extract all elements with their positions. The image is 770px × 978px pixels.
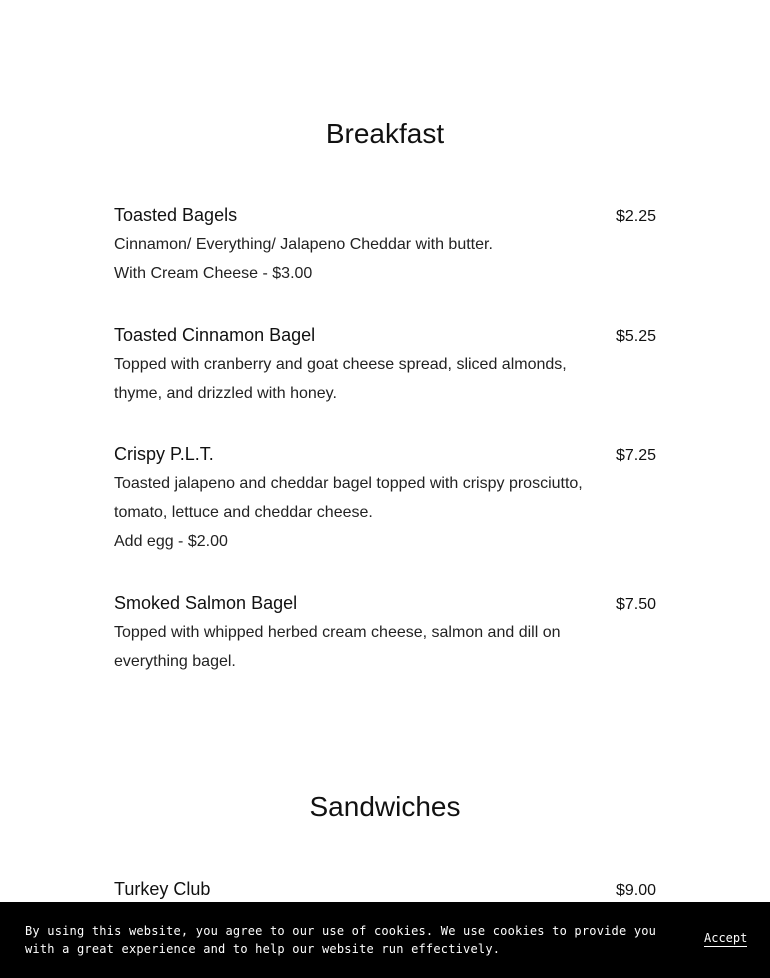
menu-item-price: $5.25 xyxy=(615,328,656,345)
section-title-breakfast: Breakfast xyxy=(325,118,445,149)
menu-item-description: Toasted jalapeno and cheddar bagel topped with crispy prosciutto, tomato, lettuce and cheddar cheese. xyxy=(114,475,583,521)
menu-item-toasted-bagels xyxy=(114,202,656,288)
menu-item-crispy-plt xyxy=(114,441,656,556)
menu-item-name: Smoked Salmon Bagel xyxy=(114,593,298,613)
cookie-accept-button[interactable]: Accept xyxy=(704,931,748,945)
menu-item-name: Toasted Cinnamon Bagel xyxy=(114,325,316,345)
menu-item-description: Topped with cranberry and goat cheese spread, sliced almonds, thyme, and drizzled with honey. xyxy=(114,356,567,402)
menu-item-name: Turkey Club xyxy=(114,879,211,899)
menu-item-name: Toasted Bagels xyxy=(114,205,238,225)
menu-item-smoked-salmon-bagel xyxy=(114,590,656,676)
menu-item-header xyxy=(114,876,656,902)
cookie-banner xyxy=(0,902,770,978)
menu-item-price: $7.25 xyxy=(615,447,656,464)
menu-item-price: $2.25 xyxy=(615,208,656,225)
menu-item-extra: Add egg - $2.00 xyxy=(114,533,228,550)
section-title-sandwiches: Sandwiches xyxy=(309,791,461,822)
menu-item-header xyxy=(114,441,656,467)
menu-item-price: $7.50 xyxy=(615,596,656,613)
menu-item-header xyxy=(114,590,656,616)
menu-item-description: Cinnamon/ Everything/ Jalapeno Cheddar with butter. xyxy=(114,236,493,253)
menu-item-description: Topped with whipped herbed cream cheese, salmon and dill on everything bagel. xyxy=(114,624,561,670)
menu-item-price: $9.00 xyxy=(615,882,656,899)
menu-item-header xyxy=(114,322,656,348)
menu-item-extra: With Cream Cheese - $3.00 xyxy=(114,265,313,282)
menu-item-toasted-cinnamon-bagel xyxy=(114,322,656,408)
menu-item-turkey-club xyxy=(114,876,656,902)
menu-item-header xyxy=(114,202,656,228)
menu-item-name: Crispy P.L.T. xyxy=(114,444,214,464)
cookie-banner-text: By using this website, you agree to our use of cookies. We use cookies to provide you with a great experience and to help our website run effectively. xyxy=(25,924,657,956)
